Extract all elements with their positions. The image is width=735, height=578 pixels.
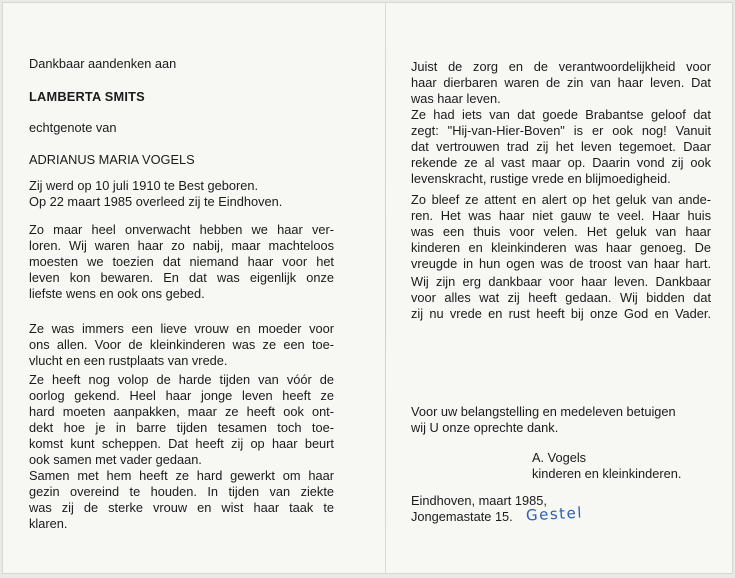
text-line: dekt hoe je in barre tijden tesamen toch toe- <box>29 420 334 435</box>
text-line: Ze had iets van dat goede Brabantse geloof dat <box>411 107 711 122</box>
text-line: ook samen met vader gedaan. <box>29 452 202 467</box>
thanks-line: wij U onze oprechte dank. <box>411 420 559 435</box>
text-line: ren. Het was haar niet gauw te veel. Haar huis <box>411 208 711 223</box>
text-line: gezin overeind te houden. In tijden van ziekte <box>29 484 334 499</box>
text-line: was een thuis voor velen. Het geluk van haar <box>411 224 711 239</box>
text-line: zij nu vrede en rust heeft bij onze God en Vader. <box>411 306 711 321</box>
address: Jongemastate 15. <box>411 509 513 524</box>
text-line: zegt: "Hij-van-Hier-Boven" is er ook nog! Vanuit <box>411 123 711 138</box>
text-line: Samen met hem heeft ze hard gewerkt om haar <box>29 468 334 483</box>
text-line: ons allen. Voor de kleinkinderen was ze een toe- <box>29 337 334 352</box>
text-line: Zo maar heel onverwacht hebben we haar ver- <box>29 222 334 237</box>
text-line: voor alles wat zij heeft gedaan. Wij bidden dat <box>411 290 711 305</box>
paragraph-4 <box>411 59 711 187</box>
signature-block <box>532 450 722 482</box>
intro-text: Dankbaar aandenken aan <box>29 56 177 71</box>
paragraph-6 <box>411 274 711 322</box>
text-line: Ze was immers een lieve vrouw en moeder voor <box>29 321 334 336</box>
deceased-name: LAMBERTA SMITS <box>29 89 145 104</box>
text-line: levenskracht, rustige vrede en blijmoedigheid. <box>411 171 671 186</box>
death-line: Op 22 maart 1985 overleed zij te Eindhoven. <box>29 194 283 209</box>
text-line: vreugde in hun ogen was de troost van haar hart. <box>411 256 711 271</box>
text-line: liefste wens en ook ons gebed. <box>29 286 205 301</box>
text-line: leven kon bewaren. En dat was eigenlijk onze <box>29 270 334 285</box>
signature-family: kinderen en kleinkinderen. <box>532 466 682 481</box>
spouse-name: ADRIANUS MARIA VOGELS <box>29 152 195 167</box>
text-line: klaren. <box>29 516 68 531</box>
text-line: hard moeten aanpakken, maar ze heeft ook ont- <box>29 404 334 419</box>
text-line: dat vertrouwen trad zij het leven tegemoet. Daar <box>411 139 711 154</box>
handwritten-annotation: Gestel <box>525 503 584 525</box>
thanks-line: Voor uw belangstelling en medeleven betuigen <box>411 404 676 419</box>
text-line: oorlog gekend. Heel haar jonge leven heeft ze <box>29 388 334 403</box>
text-line: Zo bleef ze attent en alert op het geluk van ande- <box>411 192 711 207</box>
text-line: Juist de zorg en de verantwoordelijkheid voor <box>411 59 711 74</box>
card-fold <box>385 2 386 574</box>
thanks-block <box>411 404 711 436</box>
birth-line: Zij werd op 10 juli 1910 te Best geboren. <box>29 178 259 193</box>
paragraph-3 <box>29 372 334 532</box>
paragraph-1 <box>29 222 334 302</box>
text-line: komst kunt scheppen. Dat heeft zij op haar beurt <box>29 436 334 451</box>
place-date: Eindhoven, maart 1985, <box>411 493 547 508</box>
text-line: Ze heeft nog volop de harde tijden van vóór de <box>29 372 334 387</box>
text-line: vlucht en een rustplaats van vrede. <box>29 353 228 368</box>
text-line: was haar leven. <box>411 91 501 106</box>
text-line: haar dierbaren waren de zin van haar leven. Dat <box>411 75 711 90</box>
birth-death-block <box>29 178 334 210</box>
paragraph-2 <box>29 321 334 369</box>
signature-name: A. Vogels <box>532 450 587 465</box>
text-line: Wij zijn erg dankbaar voor haar leven. Dankbaar <box>411 274 711 289</box>
text-line: loren. Wij waren haar zo nabij, maar machteloos <box>29 238 334 253</box>
relation-text: echtgenote van <box>29 120 117 135</box>
text-line: was zij de sterke vrouw en wist haar taak te <box>29 500 334 515</box>
text-line: moesten we toezien dat niemand haar voor het <box>29 254 334 269</box>
memorial-card <box>2 2 733 574</box>
paragraph-5 <box>411 192 711 272</box>
text-line: kinderen en kleinkinderen was haar genoeg. De <box>411 240 711 255</box>
text-line: rekende ze al vast maar op. Daarin vond zij ook <box>411 155 711 170</box>
